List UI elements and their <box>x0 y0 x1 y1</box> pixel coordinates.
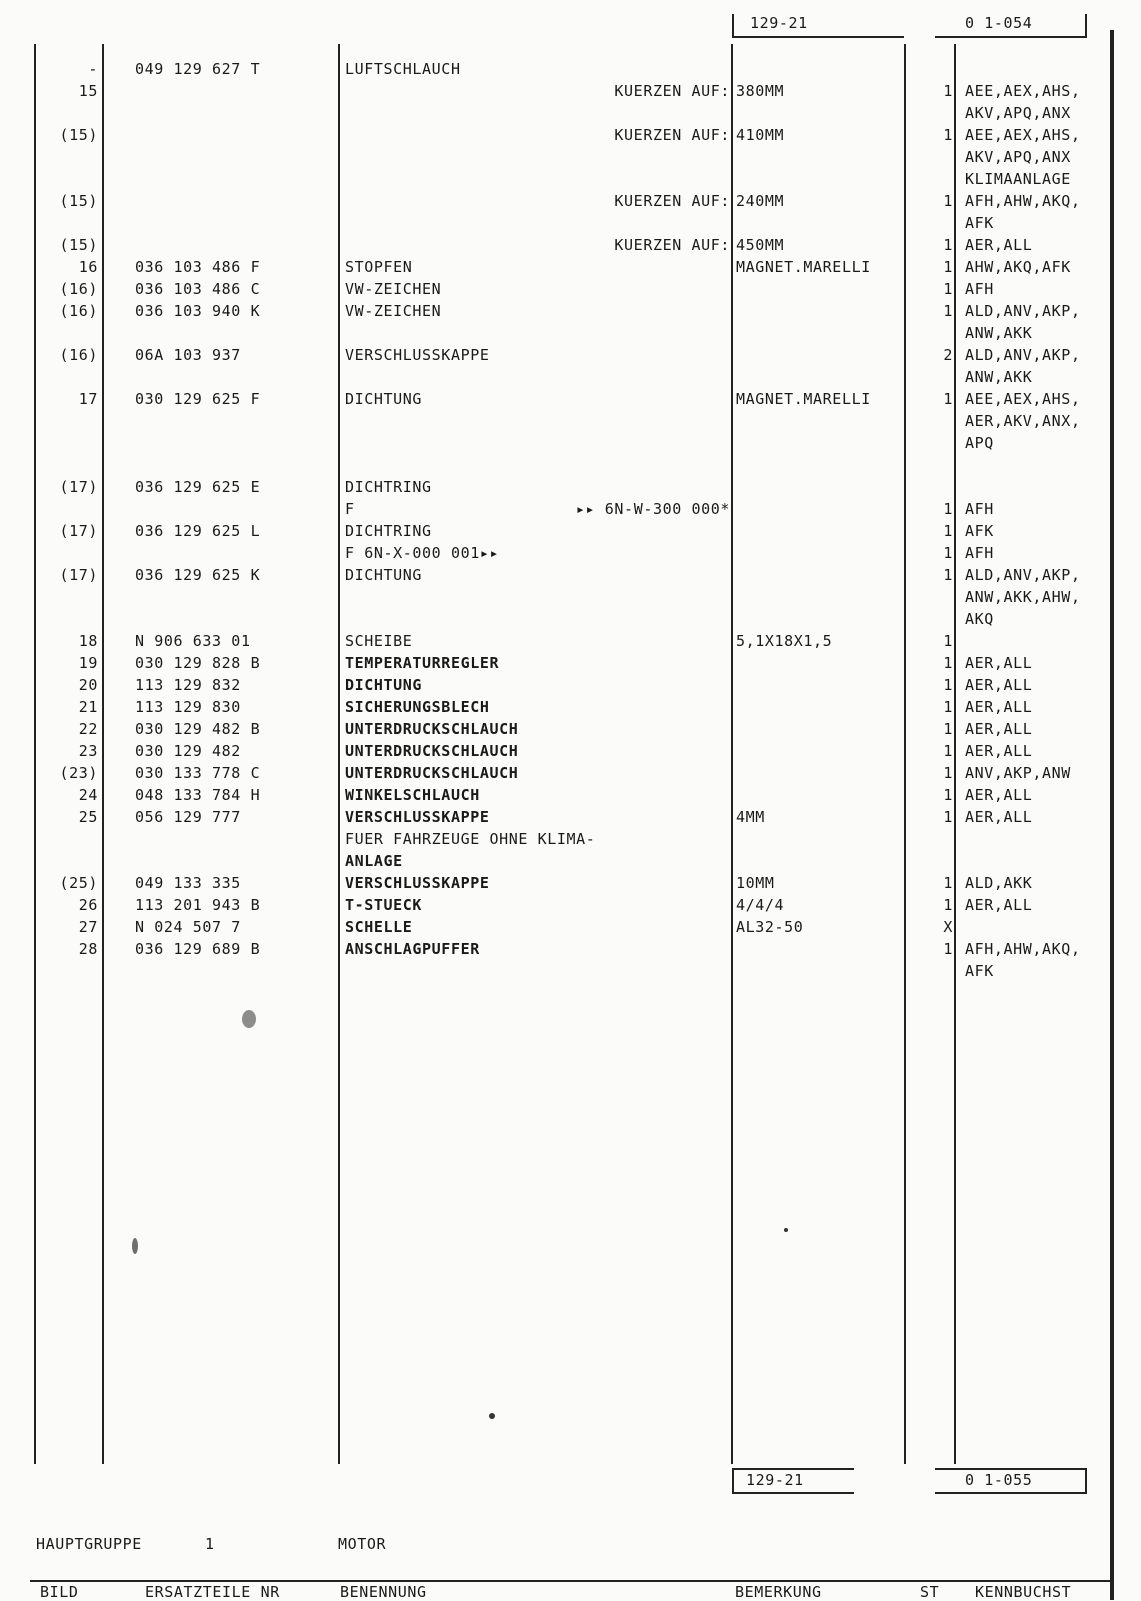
table-row <box>0 170 1141 192</box>
header-ref-box-right <box>935 14 1087 38</box>
row-part-number: N 906 633 01 <box>135 632 251 650</box>
row-position: (17) <box>59 522 98 540</box>
row-description: VW-ZEICHEN <box>345 280 442 298</box>
row-remark: 5,1X18X1,5 <box>736 632 833 650</box>
header-left-ref: 129-21 <box>750 14 808 32</box>
table-row <box>0 192 1141 214</box>
scan-speck <box>489 1413 495 1419</box>
row-remark: 240MM <box>736 192 785 210</box>
row-part-number: 048 133 784 H <box>135 786 261 804</box>
row-codes: AER,ALL <box>965 896 1033 914</box>
row-remark: 450MM <box>736 236 785 254</box>
row-codes: APQ <box>965 434 994 452</box>
row-inline-remark: KUERZEN AUF: <box>614 192 730 210</box>
footer-header-top-line <box>30 1580 1110 1582</box>
footer-group-name: MOTOR <box>338 1535 387 1553</box>
row-codes: AFH,AHW,AKQ, <box>965 192 1081 210</box>
row-description: DICHTRING <box>345 478 432 496</box>
row-description: UNTERDRUCKSCHLAUCH <box>345 764 519 782</box>
row-quantity: 1 <box>943 544 953 562</box>
row-quantity: 1 <box>943 126 953 144</box>
table-row <box>0 610 1141 632</box>
row-position: 18 <box>78 632 98 650</box>
col-header-benennung: BENENNUNG <box>340 1583 427 1601</box>
row-codes: AER,ALL <box>965 236 1033 254</box>
row-quantity: 1 <box>943 698 953 716</box>
table-row <box>0 280 1141 302</box>
row-quantity: 1 <box>943 720 953 738</box>
col-header-st: ST <box>920 1583 940 1601</box>
row-codes: ALD,ANV,AKP, <box>965 566 1081 584</box>
row-position: 15 <box>78 82 98 100</box>
row-part-number: 036 103 486 C <box>135 280 261 298</box>
row-description: TEMPERATURREGLER <box>345 654 500 672</box>
table-row <box>0 324 1141 346</box>
row-codes: AEE,AEX,AHS, <box>965 82 1081 100</box>
row-codes: AFK <box>965 522 994 540</box>
row-part-number: 036 103 486 F <box>135 258 261 276</box>
col-header-ersatzteile: ERSATZTEILE NR <box>145 1583 280 1601</box>
row-remark: AL32-50 <box>736 918 804 936</box>
table-row <box>0 368 1141 390</box>
table-row <box>0 412 1141 434</box>
row-quantity: 1 <box>943 192 953 210</box>
row-position: 19 <box>78 654 98 672</box>
row-quantity: 1 <box>943 896 953 914</box>
row-part-number: 113 129 830 <box>135 698 241 716</box>
row-part-number: 036 103 940 K <box>135 302 261 320</box>
table-row <box>0 302 1141 324</box>
row-codes: AER,ALL <box>965 786 1033 804</box>
row-description: DICHTUNG <box>345 566 423 584</box>
row-part-number: 030 129 625 F <box>135 390 261 408</box>
table-row <box>0 390 1141 412</box>
row-description: ANLAGE <box>345 852 403 870</box>
row-part-number: N 024 507 7 <box>135 918 241 936</box>
row-position: (23) <box>59 764 98 782</box>
row-description: T-STUECK <box>345 896 423 914</box>
row-remark: 410MM <box>736 126 785 144</box>
table-row <box>0 434 1141 456</box>
row-position: (16) <box>59 346 98 364</box>
row-part-number: 049 133 335 <box>135 874 241 892</box>
row-quantity: 1 <box>943 258 953 276</box>
row-quantity: 1 <box>943 654 953 672</box>
row-quantity: 1 <box>943 302 953 320</box>
row-description: SICHERUNGSBLECH <box>345 698 490 716</box>
table-row <box>0 588 1141 610</box>
row-remark: 10MM <box>736 874 775 892</box>
row-codes: AFH,AHW,AKQ, <box>965 940 1081 958</box>
table-row <box>0 214 1141 236</box>
row-description: STOPFEN <box>345 258 413 276</box>
row-position: 23 <box>78 742 98 760</box>
row-codes: KLIMAANLAGE <box>965 170 1071 188</box>
row-codes: AER,AKV,ANX, <box>965 412 1081 430</box>
row-part-number: 030 129 482 B <box>135 720 261 738</box>
header-ref-box-left <box>732 14 904 38</box>
row-codes: AER,ALL <box>965 698 1033 716</box>
row-part-number: 036 129 625 L <box>135 522 261 540</box>
row-codes: AER,ALL <box>965 742 1033 760</box>
row-quantity: 1 <box>943 742 953 760</box>
row-codes: AHW,AKQ,AFK <box>965 258 1071 276</box>
table-row <box>0 786 1141 808</box>
table-row <box>0 676 1141 698</box>
row-position: 24 <box>78 786 98 804</box>
table-row <box>0 940 1141 962</box>
row-codes: AEE,AEX,AHS, <box>965 126 1081 144</box>
row-description: VW-ZEICHEN <box>345 302 442 320</box>
row-description: ANSCHLAGPUFFER <box>345 940 480 958</box>
table-row <box>0 808 1141 830</box>
row-codes: AER,ALL <box>965 808 1033 826</box>
row-codes: AER,ALL <box>965 654 1033 672</box>
row-description: LUFTSCHLAUCH <box>345 60 461 78</box>
table-row <box>0 236 1141 258</box>
row-part-number: 113 129 832 <box>135 676 241 694</box>
row-quantity: 1 <box>943 500 953 518</box>
table-row <box>0 742 1141 764</box>
table-row <box>0 82 1141 104</box>
header-right-ref: 0 1-054 <box>965 14 1033 32</box>
row-part-number: 030 129 482 <box>135 742 241 760</box>
row-codes: ANV,AKP,ANW <box>965 764 1071 782</box>
row-description: F 6N-X-000 001▸▸ <box>345 544 500 562</box>
row-position: 22 <box>78 720 98 738</box>
row-codes: AKV,APQ,ANX <box>965 104 1071 122</box>
table-row <box>0 478 1141 500</box>
row-inline-remark: KUERZEN AUF: <box>614 82 730 100</box>
col-header-bemerkung: BEMERKUNG <box>735 1583 822 1601</box>
row-quantity: 1 <box>943 566 953 584</box>
row-codes: ALD,ANV,AKP, <box>965 346 1081 364</box>
table-row <box>0 962 1141 984</box>
row-codes: ANW,AKK,AHW, <box>965 588 1081 606</box>
row-position: - <box>88 60 98 78</box>
table-row <box>0 258 1141 280</box>
table-row <box>0 654 1141 676</box>
table-row <box>0 500 1141 522</box>
row-quantity: 1 <box>943 874 953 892</box>
row-codes: ANW,AKK <box>965 324 1033 342</box>
scan-speck <box>132 1238 138 1254</box>
row-description: DICHTUNG <box>345 676 423 694</box>
row-codes: ALD,ANV,AKP, <box>965 302 1081 320</box>
table-row <box>0 830 1141 852</box>
row-description: WINKELSCHLAUCH <box>345 786 480 804</box>
table-row <box>0 522 1141 544</box>
row-quantity: 1 <box>943 236 953 254</box>
row-position: 28 <box>78 940 98 958</box>
row-remark: 380MM <box>736 82 785 100</box>
row-part-number: 06A 103 937 <box>135 346 241 364</box>
table-row <box>0 104 1141 126</box>
row-description: VERSCHLUSSKAPPE <box>345 874 490 892</box>
row-inline-remark: ▸▸ 6N-W-300 000* <box>575 500 730 518</box>
row-inline-remark: KUERZEN AUF: <box>614 236 730 254</box>
row-quantity: 1 <box>943 632 953 650</box>
row-description: VERSCHLUSSKAPPE <box>345 808 490 826</box>
row-part-number: 049 129 627 T <box>135 60 261 78</box>
row-part-number: 056 129 777 <box>135 808 241 826</box>
table-row <box>0 632 1141 654</box>
row-quantity: 1 <box>943 764 953 782</box>
table-row <box>0 60 1141 82</box>
table-row <box>0 148 1141 170</box>
row-description: SCHELLE <box>345 918 413 936</box>
row-quantity: 2 <box>943 346 953 364</box>
row-description: F <box>345 500 355 518</box>
row-position: 27 <box>78 918 98 936</box>
row-part-number: 036 129 625 K <box>135 566 261 584</box>
footer-group-number: 1 <box>205 1535 215 1553</box>
row-position: 21 <box>78 698 98 716</box>
row-description: UNTERDRUCKSCHLAUCH <box>345 742 519 760</box>
row-position: (17) <box>59 566 98 584</box>
row-description: UNTERDRUCKSCHLAUCH <box>345 720 519 738</box>
footer-group-label: HAUPTGRUPPE <box>36 1535 142 1553</box>
row-description: DICHTUNG <box>345 390 423 408</box>
row-position: 25 <box>78 808 98 826</box>
row-position: (17) <box>59 478 98 496</box>
footer-right-ref: 0 1-055 <box>965 1471 1033 1489</box>
footer-column-headers <box>30 1580 1110 1600</box>
footer-ref-box-left <box>732 1468 854 1494</box>
table-row <box>0 698 1141 720</box>
row-description: SCHEIBE <box>345 632 413 650</box>
row-description: VERSCHLUSSKAPPE <box>345 346 490 364</box>
row-part-number: 036 129 625 E <box>135 478 261 496</box>
footer-ref-box-right <box>935 1468 1087 1494</box>
row-codes: AFK <box>965 962 994 980</box>
table-row <box>0 566 1141 588</box>
table-row <box>0 346 1141 368</box>
scan-speck <box>242 1010 256 1028</box>
row-part-number: 036 129 689 B <box>135 940 261 958</box>
table-row <box>0 874 1141 896</box>
footer-left-ref: 129-21 <box>746 1471 804 1489</box>
row-quantity: 1 <box>943 808 953 826</box>
row-description: FUER FAHRZEUGE OHNE KLIMA- <box>345 830 596 848</box>
row-codes: AFH <box>965 280 994 298</box>
row-position: 17 <box>78 390 98 408</box>
row-codes: AKQ <box>965 610 994 628</box>
row-quantity: 1 <box>943 940 953 958</box>
row-position: (25) <box>59 874 98 892</box>
row-codes: AFH <box>965 544 994 562</box>
table-row <box>0 544 1141 566</box>
row-codes: ANW,AKK <box>965 368 1033 386</box>
row-quantity: X <box>943 918 953 936</box>
scan-speck <box>784 1228 788 1232</box>
row-position: (16) <box>59 280 98 298</box>
table-row <box>0 918 1141 940</box>
row-part-number: 030 133 778 C <box>135 764 261 782</box>
row-position: 26 <box>78 896 98 914</box>
row-quantity: 1 <box>943 390 953 408</box>
row-quantity: 1 <box>943 280 953 298</box>
row-codes: ALD,AKK <box>965 874 1033 892</box>
row-remark: MAGNET.MARELLI <box>736 258 871 276</box>
row-position: (15) <box>59 192 98 210</box>
table-row <box>0 852 1141 874</box>
row-inline-remark: KUERZEN AUF: <box>614 126 730 144</box>
table-row <box>0 126 1141 148</box>
row-codes: AEE,AEX,AHS, <box>965 390 1081 408</box>
row-quantity: 1 <box>943 522 953 540</box>
col-header-bild: BILD <box>40 1583 79 1601</box>
row-position: (16) <box>59 302 98 320</box>
row-remark: 4/4/4 <box>736 896 785 914</box>
row-position: (15) <box>59 236 98 254</box>
table-row <box>0 896 1141 918</box>
row-part-number: 030 129 828 B <box>135 654 261 672</box>
row-codes: AER,ALL <box>965 676 1033 694</box>
row-description: DICHTRING <box>345 522 432 540</box>
table-row <box>0 764 1141 786</box>
row-quantity: 1 <box>943 786 953 804</box>
row-codes: AFH <box>965 500 994 518</box>
row-part-number: 113 201 943 B <box>135 896 261 914</box>
row-quantity: 1 <box>943 676 953 694</box>
row-remark: MAGNET.MARELLI <box>736 390 871 408</box>
row-codes: AER,ALL <box>965 720 1033 738</box>
row-quantity: 1 <box>943 82 953 100</box>
row-position: 16 <box>78 258 98 276</box>
row-position: 20 <box>78 676 98 694</box>
row-codes: AFK <box>965 214 994 232</box>
row-position: (15) <box>59 126 98 144</box>
row-remark: 4MM <box>736 808 765 826</box>
table-row <box>0 720 1141 742</box>
col-header-kennbuchst: KENNBUCHST <box>975 1583 1072 1601</box>
row-codes: AKV,APQ,ANX <box>965 148 1071 166</box>
table-row <box>0 456 1141 478</box>
